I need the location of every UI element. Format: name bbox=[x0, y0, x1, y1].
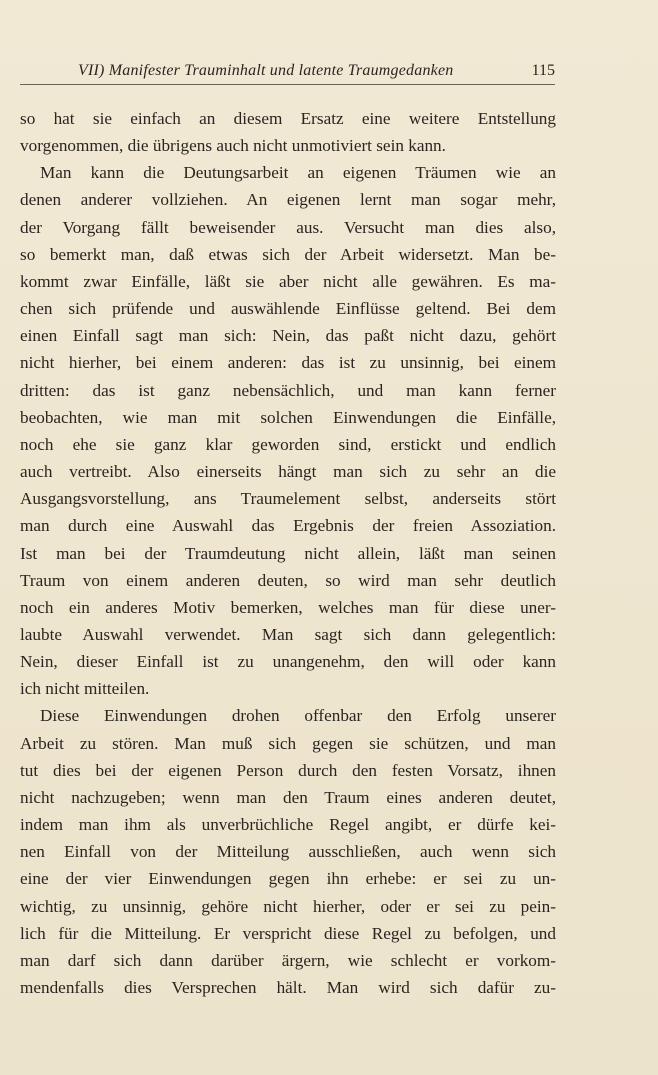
running-header bbox=[20, 60, 555, 88]
text-line: laubte Auswahl verwendet. Man sagt sich dann gelegentlich: bbox=[20, 624, 556, 644]
text-line: noch ehe sie ganz klar geworden sind, erstickt und endlich bbox=[20, 434, 556, 454]
text-line: Man kann die Deutungsarbeit an eigenen Träumen wie an bbox=[40, 163, 556, 183]
text-line: kommt zwar Einfälle, läßt sie aber nicht alle gewähren. Es ma- bbox=[20, 271, 556, 291]
page-number: 115 bbox=[531, 62, 555, 79]
text-line: indem man ihm als unverbrüchliche Regel angibt, er dürfe kei- bbox=[20, 815, 556, 835]
text-line: Ausgangsvorstellung, ans Traumelement selbst, anderseits stört bbox=[20, 489, 556, 509]
text-line: chen sich prüfende und auswählende Einflüsse geltend. Bei dem bbox=[20, 299, 556, 319]
text-line: der Vorgang fällt beweisender aus. Versucht man dies also, bbox=[20, 217, 556, 237]
text-line: denen anderer vollziehen. An eigenen lernt man sogar mehr, bbox=[20, 190, 556, 210]
text-line: Diese Einwendungen drohen offenbar den Erfolg unserer bbox=[40, 706, 556, 726]
text-line: eine der vier Einwendungen gegen ihn erhebe: er sei zu un- bbox=[20, 869, 556, 889]
header-rule bbox=[20, 84, 555, 85]
text-line: ich nicht mitteilen. bbox=[20, 679, 150, 699]
chapter-title: VII) Manifester Trauminhalt und latente Traumgedanken bbox=[78, 62, 454, 79]
text-line: nen Einfall von der Mitteilung ausschließen, auch wenn sich bbox=[20, 842, 556, 862]
text-line: einen Einfall sagt man sich: Nein, das paßt nicht dazu, gehört bbox=[20, 326, 556, 346]
text-line: auch vertreibt. Also einerseits hängt man sich zu sehr an die bbox=[20, 462, 556, 482]
text-line: nicht nachzugeben; wenn man den Traum eines anderen deutet, bbox=[20, 787, 556, 807]
text-line: Arbeit zu stören. Man muß sich gegen sie schützen, und man bbox=[20, 733, 556, 753]
text-line: Ist man bei der Traumdeutung nicht allein, läßt man seinen bbox=[20, 543, 556, 563]
text-line: mendenfalls dies Versprechen hält. Man wird sich dafür zu- bbox=[20, 978, 556, 997]
text-line: noch ein anderes Motiv bemerken, welches man für diese uner- bbox=[20, 597, 556, 617]
text-line: wichtig, zu unsinnig, gehöre nicht hierher, oder er sei zu pein- bbox=[20, 896, 556, 916]
text-line: man darf sich dann darüber ärgern, wie schlecht er vorkom- bbox=[20, 950, 556, 970]
text-line: Traum von einem anderen deuten, so wird man sehr deutlich bbox=[20, 570, 556, 590]
text-line: nicht hierher, bei einem anderen: das ist zu unsinnig, bei einem bbox=[20, 353, 556, 373]
text-line: lich für die Mitteilung. Er verspricht diese Regel zu befolgen, und bbox=[20, 923, 556, 943]
text-line: vorgenommen, die übrigens auch nicht unmotiviert sein kann. bbox=[20, 136, 446, 156]
text-line: man durch eine Auswahl das Ergebnis der freien Assoziation. bbox=[20, 516, 556, 536]
text-line: so bemerkt man, daß etwas sich der Arbeit widersetzt. Man be- bbox=[20, 244, 556, 264]
text-line: beobachten, wie man mit solchen Einwendungen die Einfälle, bbox=[20, 407, 556, 427]
text-line: dritten: das ist ganz nebensächlich, und man kann ferner bbox=[20, 380, 556, 400]
text-line: tut dies bei der eigenen Person durch den festen Vorsatz, ihnen bbox=[20, 760, 556, 780]
text-line: Nein, dieser Einfall ist zu unangenehm, den will oder kann bbox=[20, 652, 556, 672]
body-text bbox=[20, 105, 556, 1001]
text-line: so hat sie einfach an diesem Ersatz eine weitere Entstellung bbox=[20, 109, 556, 128]
